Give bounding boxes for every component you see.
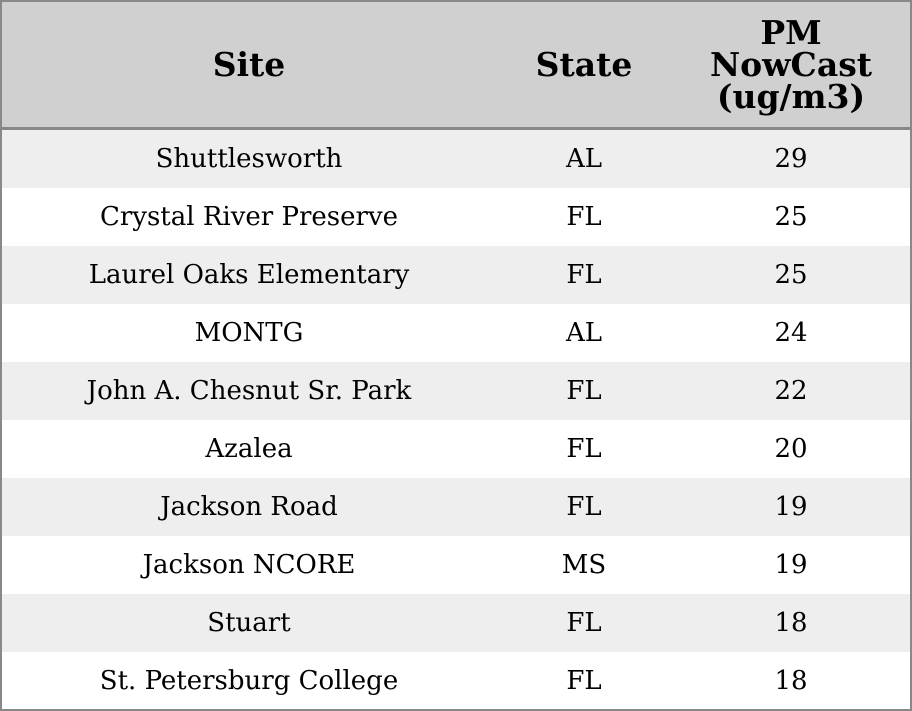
cell-pm-nowcast: 29 [672, 129, 910, 189]
table-row [2, 129, 910, 189]
cell-site: Crystal River Preserve [2, 188, 496, 246]
header-pm-line-3: (ug/m3) [716, 76, 866, 116]
table-header [2, 2, 910, 129]
cell-site: Laurel Oaks Elementary [2, 246, 496, 304]
cell-state: FL [496, 362, 672, 420]
cell-pm-nowcast: 22 [672, 362, 910, 420]
cell-site: Shuttlesworth [2, 129, 496, 189]
table-row [2, 594, 910, 652]
cell-site: Jackson Road [2, 478, 496, 536]
cell-state: FL [496, 594, 672, 652]
cell-state: MS [496, 536, 672, 594]
table-row [2, 536, 910, 594]
cell-state: FL [496, 246, 672, 304]
cell-site: Stuart [2, 594, 496, 652]
cell-pm-nowcast: 19 [672, 536, 910, 594]
table-body [2, 129, 910, 711]
cell-site: MONTG [2, 304, 496, 362]
cell-state: FL [496, 188, 672, 246]
cell-site: St. Petersburg College [2, 652, 496, 710]
header-site: Site [2, 2, 496, 129]
table-row [2, 362, 910, 420]
cell-state: FL [496, 420, 672, 478]
header-state: State [496, 2, 672, 129]
header-pm-line-2: NowCast [709, 44, 873, 84]
cell-pm-nowcast: 20 [672, 420, 910, 478]
cell-pm-nowcast: 18 [672, 594, 910, 652]
cell-state: FL [496, 478, 672, 536]
cell-site: Azalea [2, 420, 496, 478]
header-pm-nowcast [672, 2, 910, 129]
cell-pm-nowcast: 18 [672, 652, 910, 710]
table-row [2, 652, 910, 710]
cell-state: FL [496, 652, 672, 710]
header-row [2, 2, 910, 129]
table-row [2, 420, 910, 478]
cell-pm-nowcast: 19 [672, 478, 910, 536]
table-row [2, 188, 910, 246]
header-pm-line-1: PM [760, 12, 822, 52]
data-table [2, 2, 910, 710]
table-row [2, 478, 910, 536]
cell-state: AL [496, 129, 672, 189]
cell-pm-nowcast: 25 [672, 246, 910, 304]
cell-pm-nowcast: 25 [672, 188, 910, 246]
table-row [2, 246, 910, 304]
table-row [2, 304, 910, 362]
cell-pm-nowcast: 24 [672, 304, 910, 362]
cell-state: AL [496, 304, 672, 362]
cell-site: John A. Chesnut Sr. Park [2, 362, 496, 420]
cell-site: Jackson NCORE [2, 536, 496, 594]
